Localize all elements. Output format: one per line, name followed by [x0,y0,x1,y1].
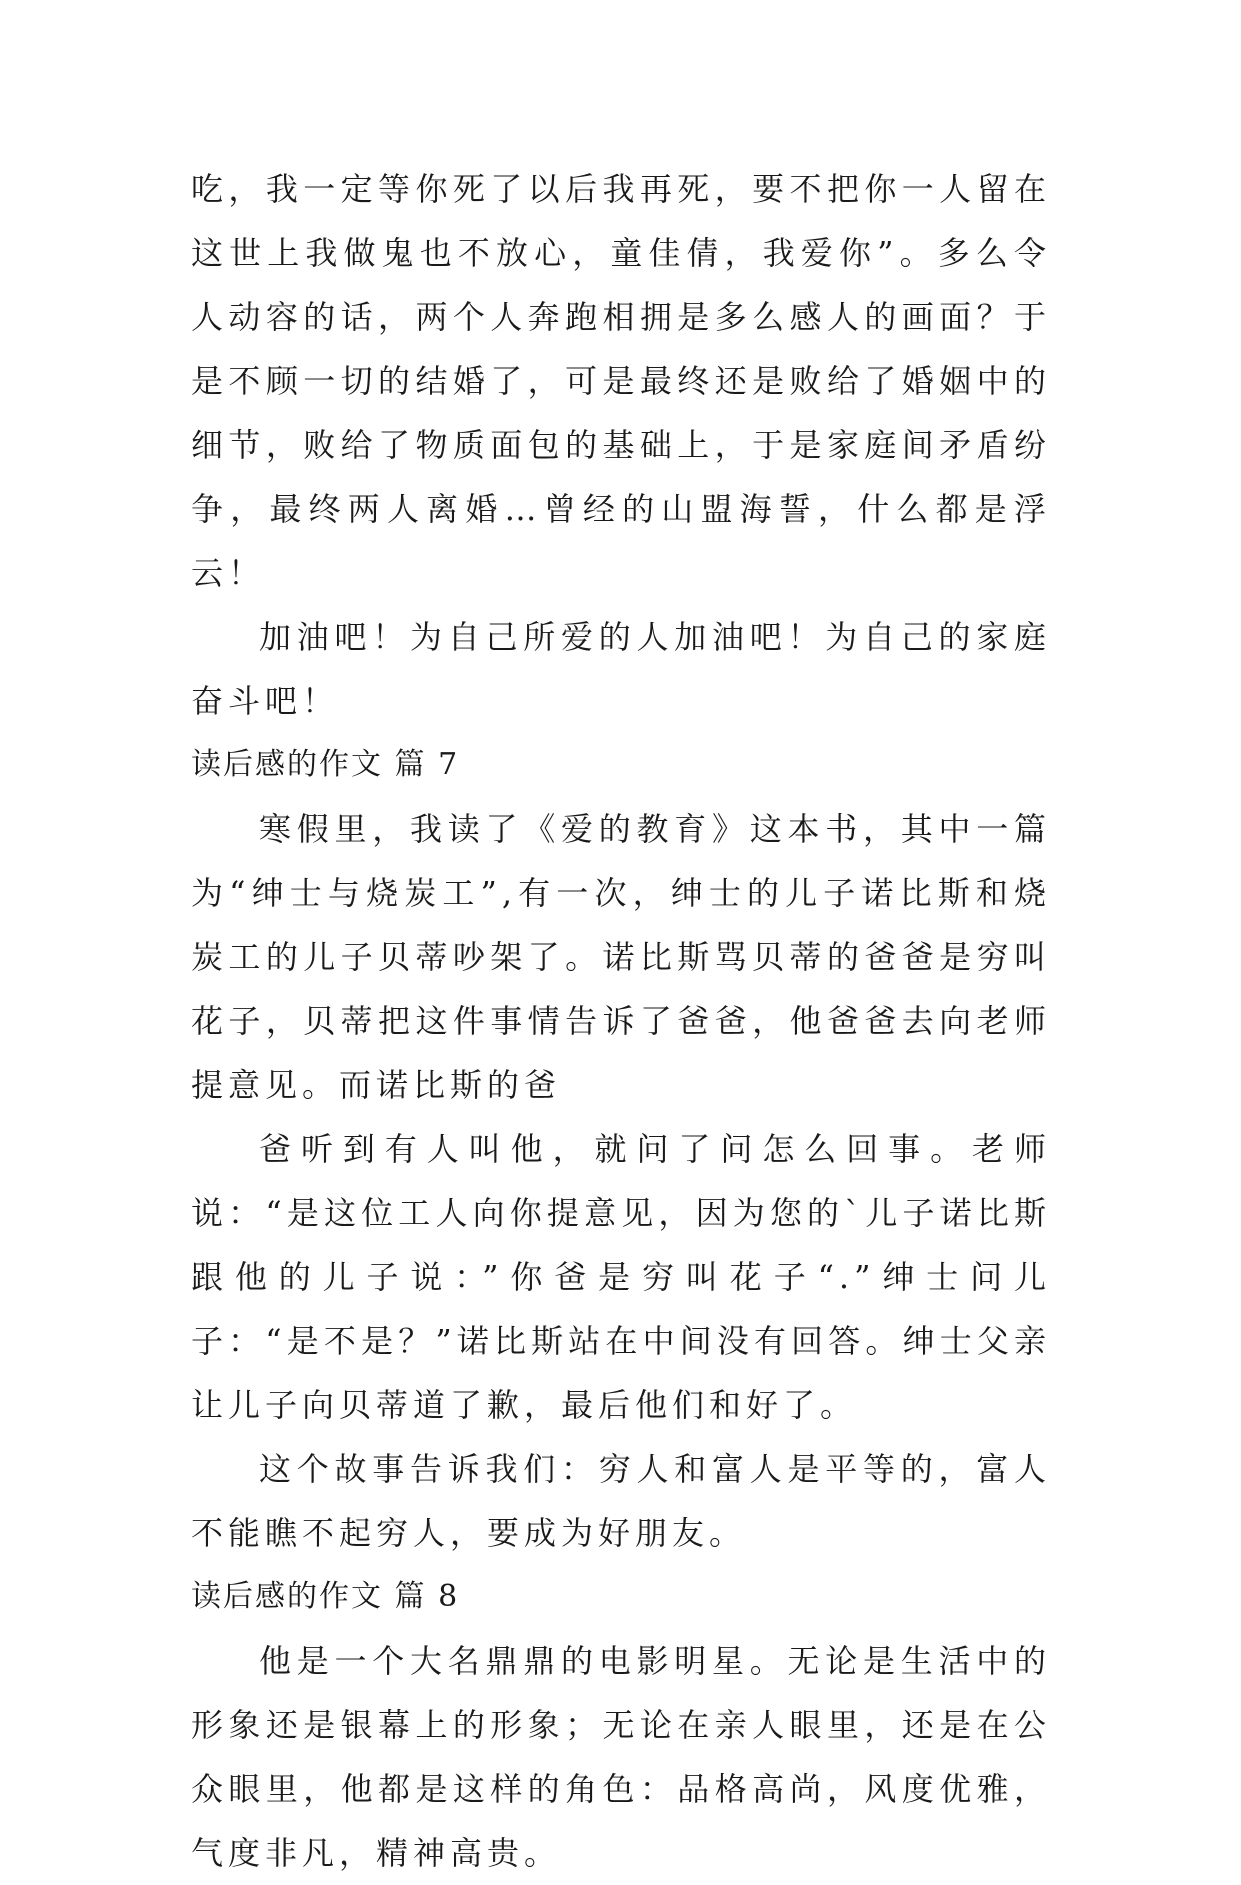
paragraph-3: 寒假里，我读了《爱的教育》这本书，其中一篇为“绅士与烧炭工”,有一次，绅士的儿子诺比斯和烧炭工的儿子贝蒂吵架了。诺比斯骂贝蒂的爸爸是穷叫花子，贝蒂把这件事情告诉了爸爸，他爸爸去向老师提意见。而诺比斯的爸 [191,810,1051,1104]
paragraph-4: 爸听到有人叫他，就问了问怎么回事。老师说：“是这位工人向你提意见，因为您的`儿子诺比斯跟他的儿子说：”你爸是穷叫花子“.”绅士问儿子：“是不是？”诺比斯站在中间没有回答。绅士父亲让儿子向贝蒂道了歉，最后他们和好了。 [191,1130,1051,1424]
paragraph-2: 加油吧！为自己所爱的人加油吧！为自己的家庭奋斗吧！ [191,618,1051,720]
paragraph-1: 吃，我一定等你死了以后我再死，要不把你一人留在这世上我做鬼也不放心，童佳倩，我爱你”。多么令人动容的话，两个人奔跑相拥是多么感人的画面？于是不顾一切的结婚了，可是最终还是败给了婚姻中的细节，败给了物质面包的基础上，于是家庭间矛盾纷争，最终两人离婚…曾经的山盟海誓，什么都是浮云！ [191,170,1051,592]
section-heading-8: 读后感的作文 篇 8 [191,1579,460,1614]
document-page [191,157,1051,1885]
paragraph-5: 这个故事告诉我们：穷人和富人是平等的，富人不能瞧不起穷人，要成为好朋友。 [191,1450,1051,1552]
paragraph-6: 他是一个大名鼎鼎的电影明星。无论是生活中的形象还是银幕上的形象；无论在亲人眼里，还是在公众眼里，他都是这样的角色：品格高尚，风度优雅，气度非凡，精神高贵。 [191,1642,1051,1872]
section-heading-7: 读后感的作文 篇 7 [191,747,460,782]
